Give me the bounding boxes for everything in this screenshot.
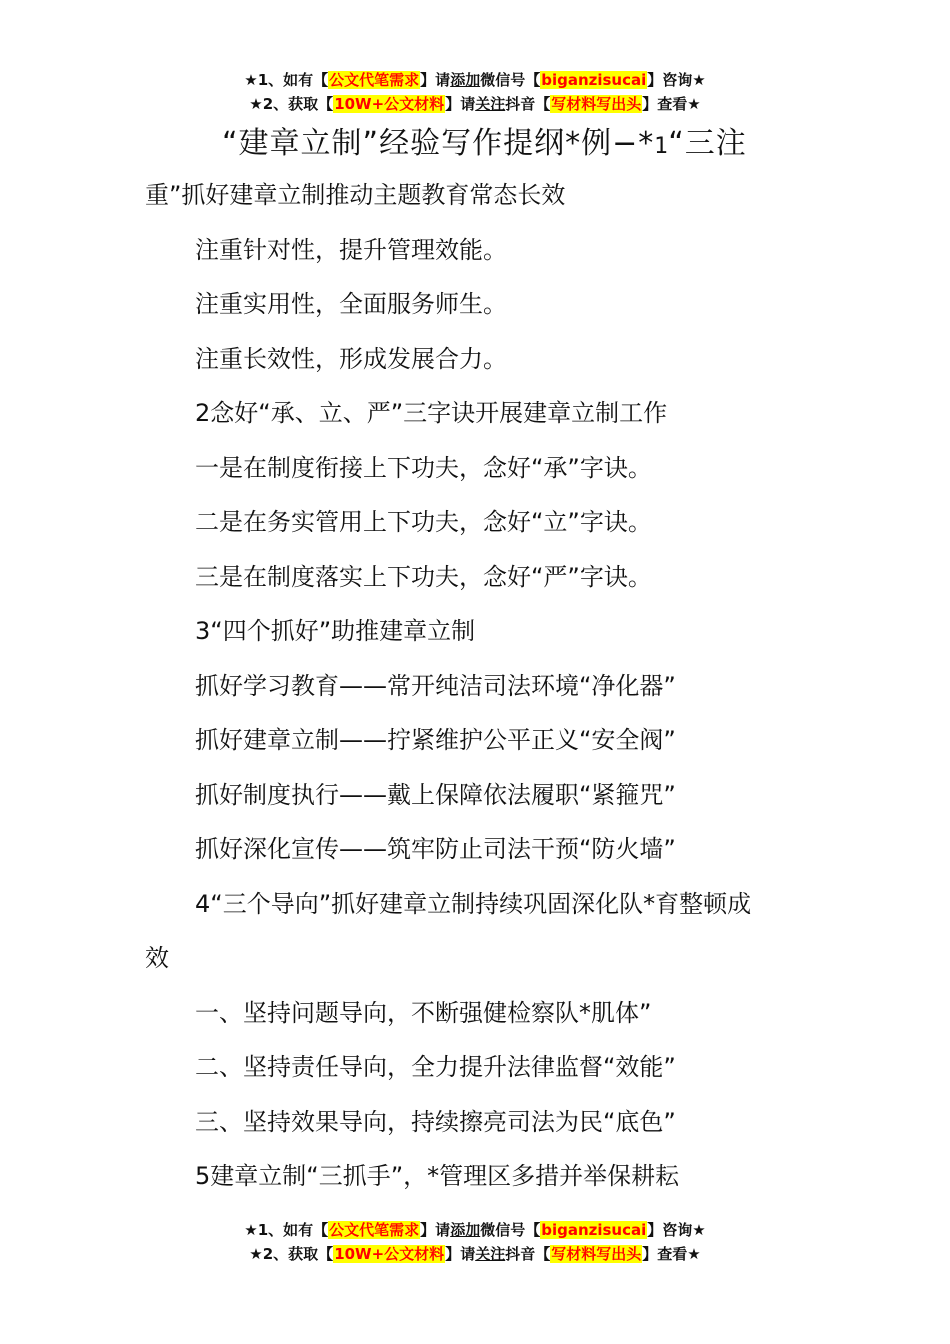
section-heading: 3“四个抓好”助推建章立制 <box>195 617 476 645</box>
banner-text: 】咨询★ <box>647 71 706 89</box>
banner-underline: 添加 <box>450 1221 481 1239</box>
paragraph: 二、坚持责任导向，全力提升法律监督“效能” <box>195 1053 676 1081</box>
paragraph: 抓好学习教育——常开纯洁司法环境“净化器” <box>195 671 676 700</box>
banner-highlight: 写材料写出头 <box>551 95 642 113</box>
banner-highlight: 写材料写出头 <box>551 1245 642 1263</box>
title-continuation: 重”抓好建章立制推动主题教育常态长效 <box>145 181 566 209</box>
banner-underline: 添加 <box>450 71 481 89</box>
section-heading: 2念好“承、立、严”三字诀开展建章立制工作 <box>195 399 668 427</box>
banner-line-1 <box>0 68 950 92</box>
banner-text: 】请 <box>420 71 451 89</box>
section-heading: 5建章立制“三抓手”，*管理区多措并举保耕耘 <box>195 1162 680 1190</box>
banner-underline: 关注 <box>475 95 506 113</box>
banner-text: 】请 <box>445 95 476 113</box>
document-title <box>145 120 810 168</box>
paragraph: 抓好深化宣传——筑牢防止司法干预“防火墙” <box>195 835 676 863</box>
banner-text: 微信号【 <box>480 71 541 89</box>
paragraph: 二是在务实管用上下功夫，念好“立”字诀。 <box>195 508 652 536</box>
banner-text: ★2、获取【 <box>249 95 334 113</box>
banner-line-1 <box>0 1218 950 1242</box>
paragraph: 一是在制度衔接上下功夫，念好“承”字诀。 <box>195 453 652 482</box>
banner-text: 】请 <box>445 1245 476 1263</box>
title-text: “建章立制”经验写作提纲*例−* <box>222 126 655 161</box>
banner-highlight: 公文代笔需求 <box>329 1221 420 1239</box>
title-number: 1 <box>654 134 669 159</box>
banner-highlight: biganzisucai <box>541 71 647 89</box>
title-text: “三注 <box>668 126 747 161</box>
banner-text: 抖音【 <box>505 95 551 113</box>
paragraph: 抓好建章立制——拧紧维护公平正义“安全阀” <box>195 726 676 754</box>
banner-text: 抖音【 <box>505 1245 551 1263</box>
footer-banner <box>0 1218 950 1266</box>
banner-text: 】查看★ <box>642 95 701 113</box>
paragraph: 抓好制度执行——戴上保障依法履职“紧箍咒” <box>195 780 676 809</box>
paragraph: 注重针对性，提升管理效能。 <box>195 235 507 264</box>
banner-text: 微信号【 <box>480 1221 541 1239</box>
paragraph: 三是在制度落实上下功夫，念好“严”字诀。 <box>195 562 652 591</box>
paragraph: 注重实用性，全面服务师生。 <box>195 290 507 318</box>
banner-text: 】查看★ <box>642 1245 701 1263</box>
paragraph: 注重长效性，形成发展合力。 <box>195 344 507 373</box>
banner-highlight: biganzisucai <box>541 1221 647 1239</box>
banner-line-2 <box>0 92 950 116</box>
banner-text: 】请 <box>420 1221 451 1239</box>
paragraph: 三、坚持效果导向，持续擦亮司法为民“底色” <box>195 1107 676 1136</box>
banner-highlight: 10W+公文材料 <box>334 1245 445 1263</box>
banner-text: 】咨询★ <box>647 1221 706 1239</box>
banner-highlight: 公文代笔需求 <box>329 71 420 89</box>
banner-text: ★1、如有【 <box>244 1221 329 1239</box>
section-heading: 4“三个导向”抓好建章立制持续巩固深化队*育整顿成 <box>195 889 752 918</box>
document-body <box>145 120 810 1204</box>
header-banner <box>0 68 950 116</box>
banner-highlight: 10W+公文材料 <box>334 95 445 113</box>
banner-text: ★2、获取【 <box>249 1245 334 1263</box>
paragraph: 一、坚持问题导向，不断强健检察队*肌体” <box>195 998 652 1027</box>
banner-text: ★1、如有【 <box>244 71 329 89</box>
banner-underline: 关注 <box>475 1245 506 1263</box>
banner-line-2 <box>0 1242 950 1266</box>
section-heading-wrap: 效 <box>145 944 169 972</box>
